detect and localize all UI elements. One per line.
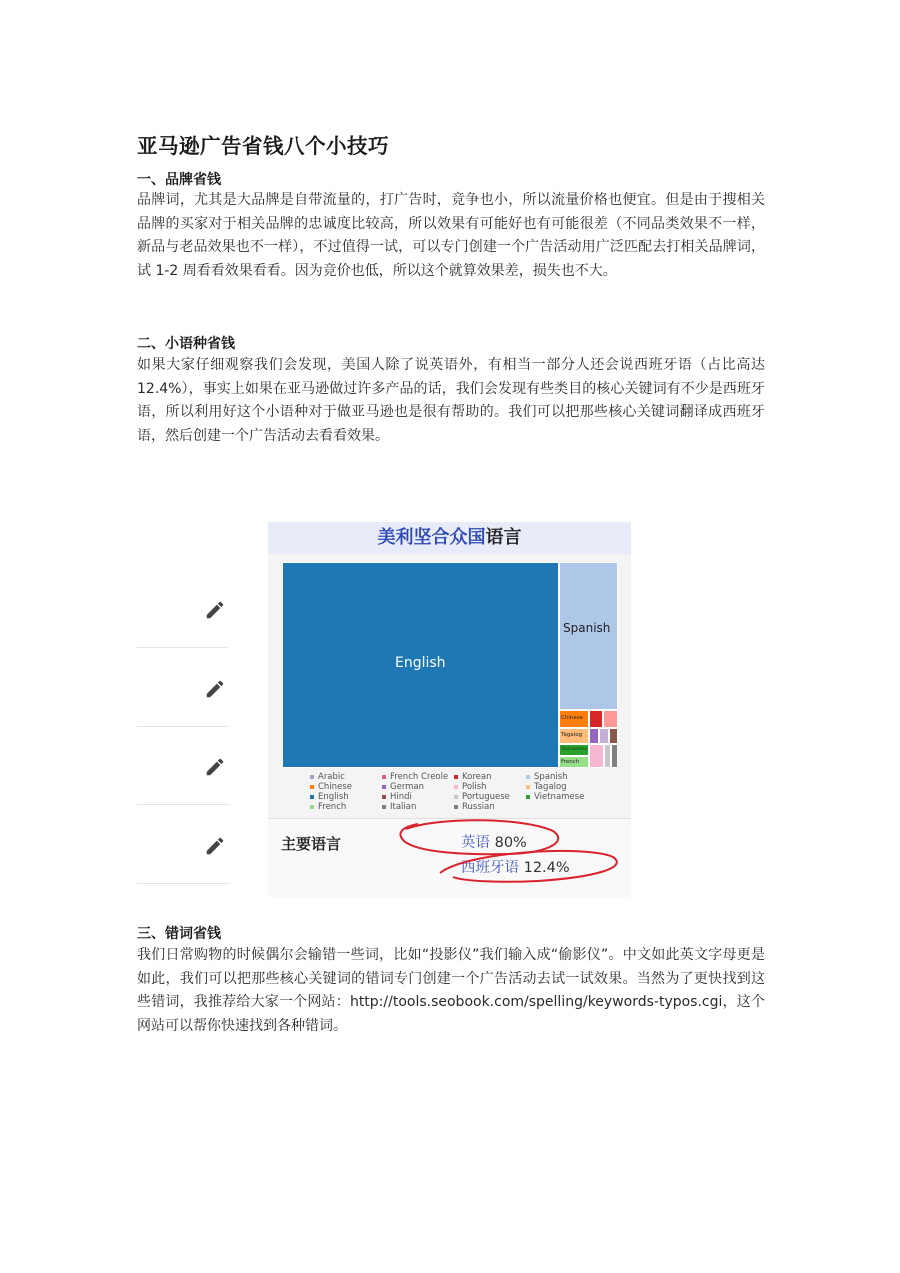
main-language-label: 主要语言 — [281, 835, 342, 853]
treemap-cell-spanish — [559, 562, 618, 710]
edit-row[interactable] — [137, 648, 229, 727]
treemap-cell-german — [589, 728, 599, 744]
edit-column — [137, 495, 229, 900]
legend-item: Vietnamese — [526, 792, 584, 802]
treemap-label-english: English — [395, 655, 446, 671]
pencil-icon[interactable] — [204, 678, 226, 700]
treemap-label-spanish: Spanish — [563, 621, 611, 635]
treemap-cell-chinese — [559, 710, 589, 728]
legend-item: Korean — [454, 772, 491, 782]
section-body-minor-language: 如果大家仔细观察我们会发现，美国人除了说英语外，有相当一部分人还会说西班牙语（占比高达 12.4%），事实上如果在亚马逊做过许多产品的话，我们会发现有些类目的核心关键词有不少是西班牙语，所以利用好这个小语种对于做亚马逊也是很有帮助的。我们可以把那些核心关键词翻译成西班牙语，然后创建一个广告活动去看看效果。 — [137, 357, 765, 444]
legend-item: Spanish — [526, 772, 568, 782]
legend-item: French — [310, 802, 346, 812]
page-title: 亚马逊广告省钱八个小技巧 — [137, 134, 389, 158]
legend-item: Russian — [454, 802, 495, 812]
handdrawn-annotation — [268, 819, 631, 897]
legend-item: Tagalog — [526, 782, 567, 792]
treemap-cell-french — [559, 756, 589, 768]
stat-spanish: 西班牙语 12.4% — [461, 860, 570, 876]
legend-item: French Creole — [382, 772, 448, 782]
section-heading-minor-language: 二、小语种省钱 — [137, 336, 235, 352]
pencil-icon[interactable] — [204, 599, 226, 621]
stat-english: 英语 80% — [461, 835, 527, 851]
edit-row[interactable] — [137, 569, 229, 648]
legend-item: Portuguese — [454, 792, 510, 802]
treemap-cell-russian — [599, 728, 609, 744]
main-language-panel — [268, 818, 631, 897]
legend-item: Arabic — [310, 772, 345, 782]
treemap-label-vietnamese: Vietnamese — [561, 747, 588, 752]
treemap-cell-vietnamese — [559, 744, 589, 756]
pencil-icon[interactable] — [204, 835, 226, 857]
section-heading-typo: 三、错词省钱 — [137, 926, 221, 942]
language-chart — [268, 522, 631, 896]
treemap-label-tagalog: Tagalog — [561, 732, 583, 738]
treemap-cell-korean — [589, 710, 603, 728]
pencil-icon[interactable] — [204, 756, 226, 778]
treemap-label-chinese: Chinese — [561, 715, 583, 721]
treemap-label-french: French — [561, 759, 580, 765]
section-body-brand: 品牌词，尤其是大品牌是自带流量的，打广告时，竞争也小，所以流量价格也便宜。但是由于搜相关品牌的买家对于相关品牌的忠诚度比较高，所以效果有可能好也有可能很差（不同品类效果不一样，新品与老品效果也不一样），不过值得一试，可以专门创建一个广告活动用广泛匹配去打相关品牌词，试 1-2 周看看效果看看。因为竞价也低，所以这个就算效果差，损失也不大。 — [137, 192, 765, 279]
language-figure — [137, 495, 705, 900]
legend-item: Italian — [382, 802, 416, 812]
edit-row[interactable] — [137, 726, 229, 805]
chart-title: 美利坚合众国语言 — [268, 522, 631, 554]
treemap-cell-english — [282, 562, 559, 768]
treemap-cell-italian — [611, 744, 618, 768]
legend-item: Chinese — [310, 782, 352, 792]
section-heading-brand: 一、品牌省钱 — [137, 172, 221, 188]
treemap-cell-hindi — [609, 728, 618, 744]
legend-item: German — [382, 782, 424, 792]
legend-item: Polish — [454, 782, 487, 792]
treemap — [282, 562, 618, 768]
legend-item: Hindi — [382, 792, 412, 802]
treemap-cell-french-creole — [603, 710, 618, 728]
edit-row[interactable] — [137, 805, 229, 884]
treemap-cell-portuguese — [604, 744, 611, 768]
treemap-cell-polish — [589, 744, 604, 768]
legend-item: English — [310, 792, 349, 802]
section-body-typo: 我们日常购物的时候偶尔会输错一些词，比如“投影仪”我们输入成“偷影仪”。中文如此英文字母更是如此，我们可以把那些核心关键词的错词专门创建一个广告活动去试一试效果。当然为了更快找到这些错词，我推荐给大家一个网站：http://tools.seobook.com/spelling/keywords-typos.cgi，这个网站可以帮你快速找到各种错词。 — [137, 947, 765, 1034]
treemap-cell-tagalog — [559, 728, 589, 744]
